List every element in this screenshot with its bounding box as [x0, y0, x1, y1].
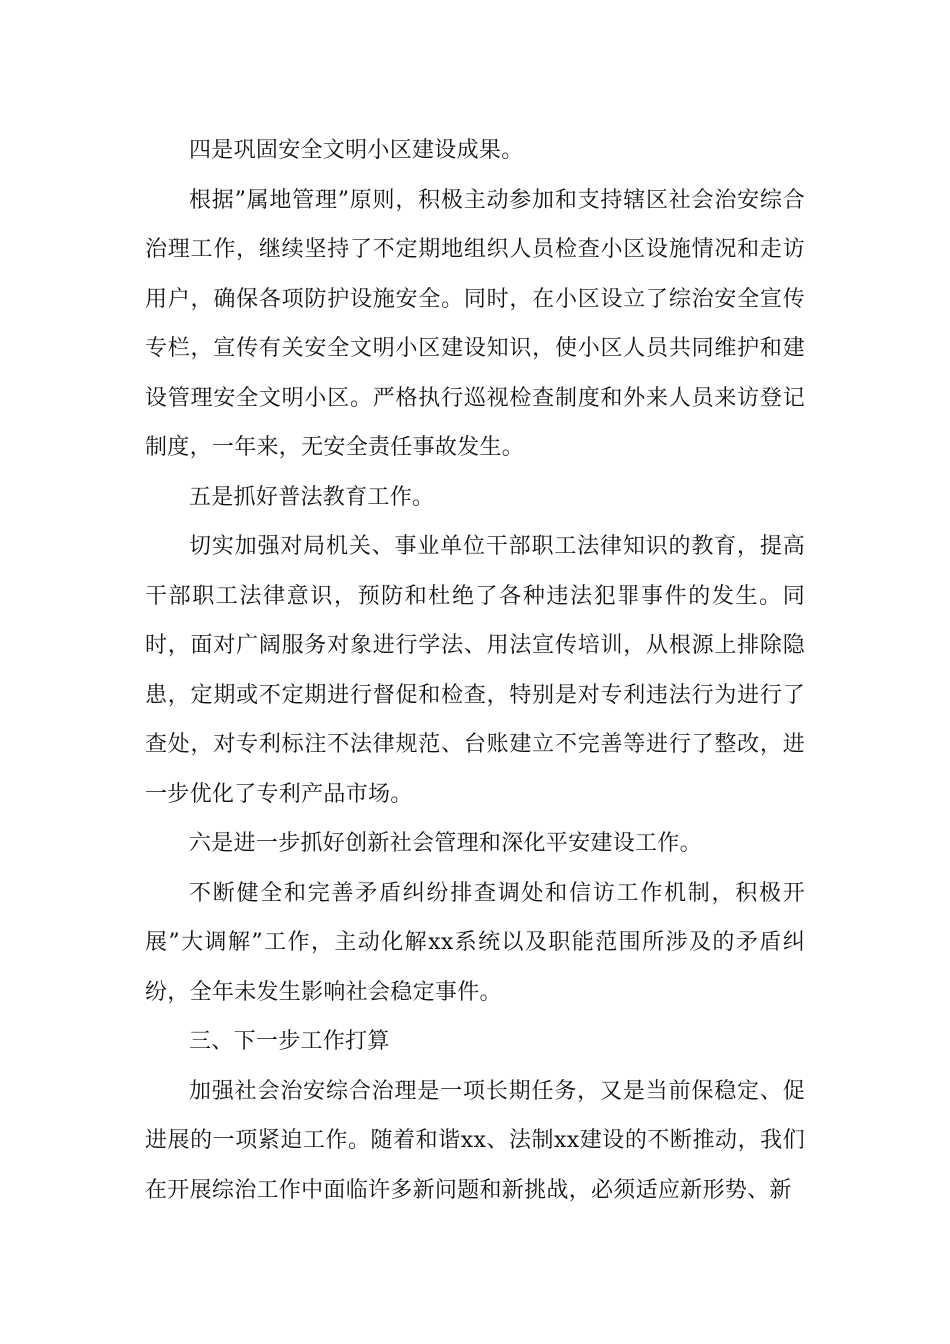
document-page: [145, 126, 805, 1215]
body-paragraph-4: 根据”属地管理”原则，积极主动参加和支持辖区社会治安综合治理工作，继续坚持了不定期地组织人员检查小区设施情况和走访用户，确保各项防护设施安全。同时，在小区设立了综治安全宣传专栏，宣传有关安全文明小区建设知识，使小区人员共同维护和建设管理安全文明小区。严格执行巡视检查制度和外来人员来访登记制度，一年来，无安全责任事故发生。: [145, 187, 805, 460]
body-paragraph-5: 切实加强对局机关、事业单位干部职工法律知识的教育，提高干部职工法律意识，预防和杜绝了各种违法犯罪事件的发生。同时，面对广阔服务对象进行学法、用法宣传培训，从根源上排除隐患，定期或不定期进行督促和检查，特别是对专利违法行为进行了查处，对专利标注不法律规范、台账建立不完善等进行了整改，进一步优化了专利产品市场。: [145, 534, 805, 807]
body-paragraph-6: 不断健全和完善矛盾纠纷排查调处和信访工作机制，积极开展”大调解”工作，主动化解xx系统以及职能范围所涉及的矛盾纠纷，全年未发生影响社会稳定事件。: [145, 880, 805, 1005]
body-paragraph-next-steps: 加强社会治安综合治理是一项长期任务，又是当前保稳定、促进展的一项紧迫工作。随着和谐xx、法制xx建设的不断推动，我们在开展综治工作中面临许多新问题和新挑战，必须适应新形势、新: [145, 1078, 805, 1203]
section-heading-4: 四是巩固安全文明小区建设成果。: [189, 138, 524, 163]
section-heading-5: 五是抓好普法教育工作。: [189, 484, 435, 510]
section-heading-6: 六是进一步抓好创新社会管理和深化平安建设工作。: [189, 831, 702, 856]
section-heading-next-steps: 三、下一步工作打算: [189, 1029, 390, 1054]
